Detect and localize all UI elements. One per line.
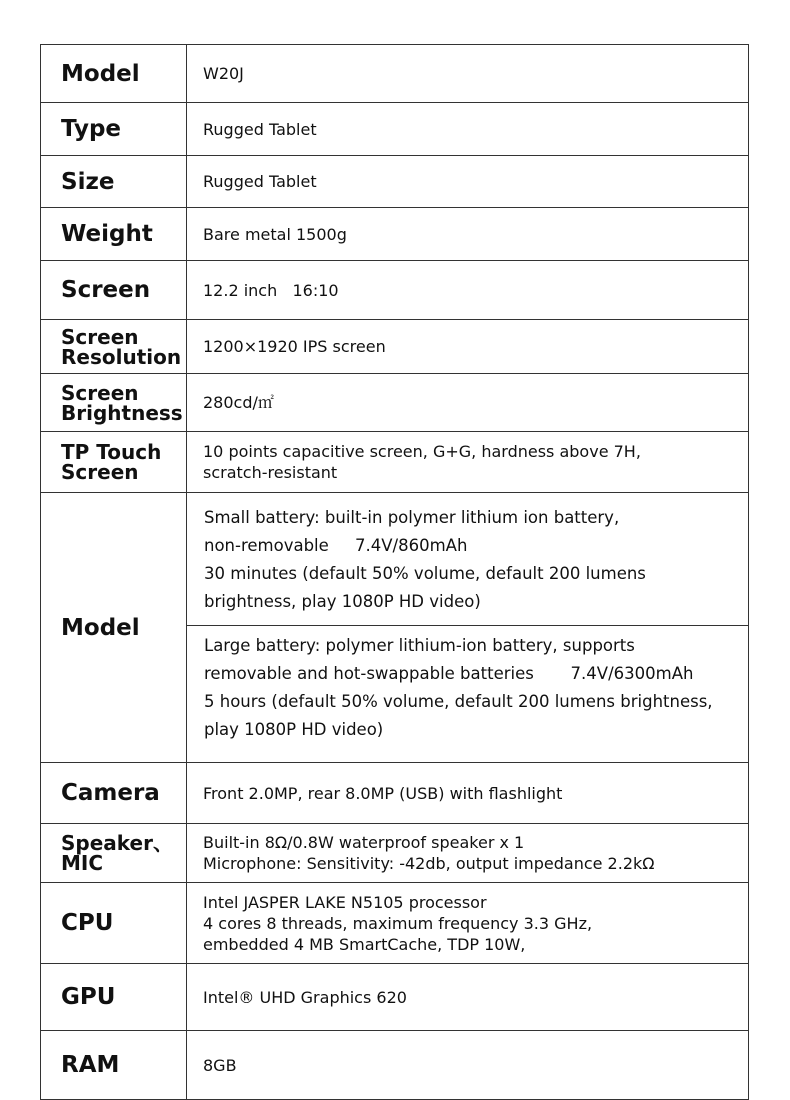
table-row [41,1031,749,1100]
spec-table [40,44,749,1100]
table-row [41,156,749,208]
spec-value: 12.2 inch 16:10 [187,261,749,320]
table-row [41,493,749,626]
table-row [41,45,749,103]
table-row [41,763,749,824]
battery-small-value: Small battery: built-in polymer lithium ion battery, non-removable 7.4V/860mAh 30 minutes (default 50% volume, default 200 lumens brightness, play 1080P HD video) [187,493,749,626]
table-row [41,883,749,964]
spec-label: CPU [41,883,187,964]
spec-label: Screen [41,261,187,320]
table-row [41,824,749,883]
table-row [41,103,749,156]
spec-value: Front 2.0MP, rear 8.0MP (USB) with flashlight [187,763,749,824]
spec-label: Camera [41,763,187,824]
battery-large-value: Large battery: polymer lithium-ion battery, supports removable and hot-swappable batteries 7.4V/6300mAh 5 hours (default 50% volume, default 200 lumens brightness, play 1080P HD video) [187,626,749,763]
spec-label: Model [41,493,187,763]
spec-label: Weight [41,208,187,261]
table-row [41,374,749,432]
spec-label: Type [41,103,187,156]
spec-label: Model [41,45,187,103]
spec-label: Size [41,156,187,208]
spec-label: Screen Resolution [41,320,187,374]
spec-value: Built-in 8Ω/0.8W waterproof speaker x 1 Microphone: Sensitivity: -42db, output impedance 2.2kΩ [187,824,749,883]
table-row [41,261,749,320]
table-row [41,320,749,374]
table-row [41,432,749,493]
spec-value: Rugged Tablet [187,156,749,208]
spec-label: GPU [41,964,187,1031]
spec-value: Rugged Tablet [187,103,749,156]
spec-value: Bare metal 1500g [187,208,749,261]
spec-label: Speaker、 MIC [41,824,187,883]
table-row [41,964,749,1031]
spec-value: Intel® UHD Graphics 620 [187,964,749,1031]
spec-label: RAM [41,1031,187,1100]
spec-value: Intel JASPER LAKE N5105 processor 4 cores 8 threads, maximum frequency 3.3 GHz, embedded 4 MB SmartCache, TDP 10W, [187,883,749,964]
table-row [41,208,749,261]
spec-label: Screen Brightness [41,374,187,432]
spec-value: 10 points capacitive screen, G+G, hardness above 7H, scratch-resistant [187,432,749,493]
spec-label: TP Touch Screen [41,432,187,493]
spec-value: 280cd/㎡ [187,374,749,432]
spec-value: 8GB [187,1031,749,1100]
spec-value: W20J [187,45,749,103]
spec-value: 1200×1920 IPS screen [187,320,749,374]
